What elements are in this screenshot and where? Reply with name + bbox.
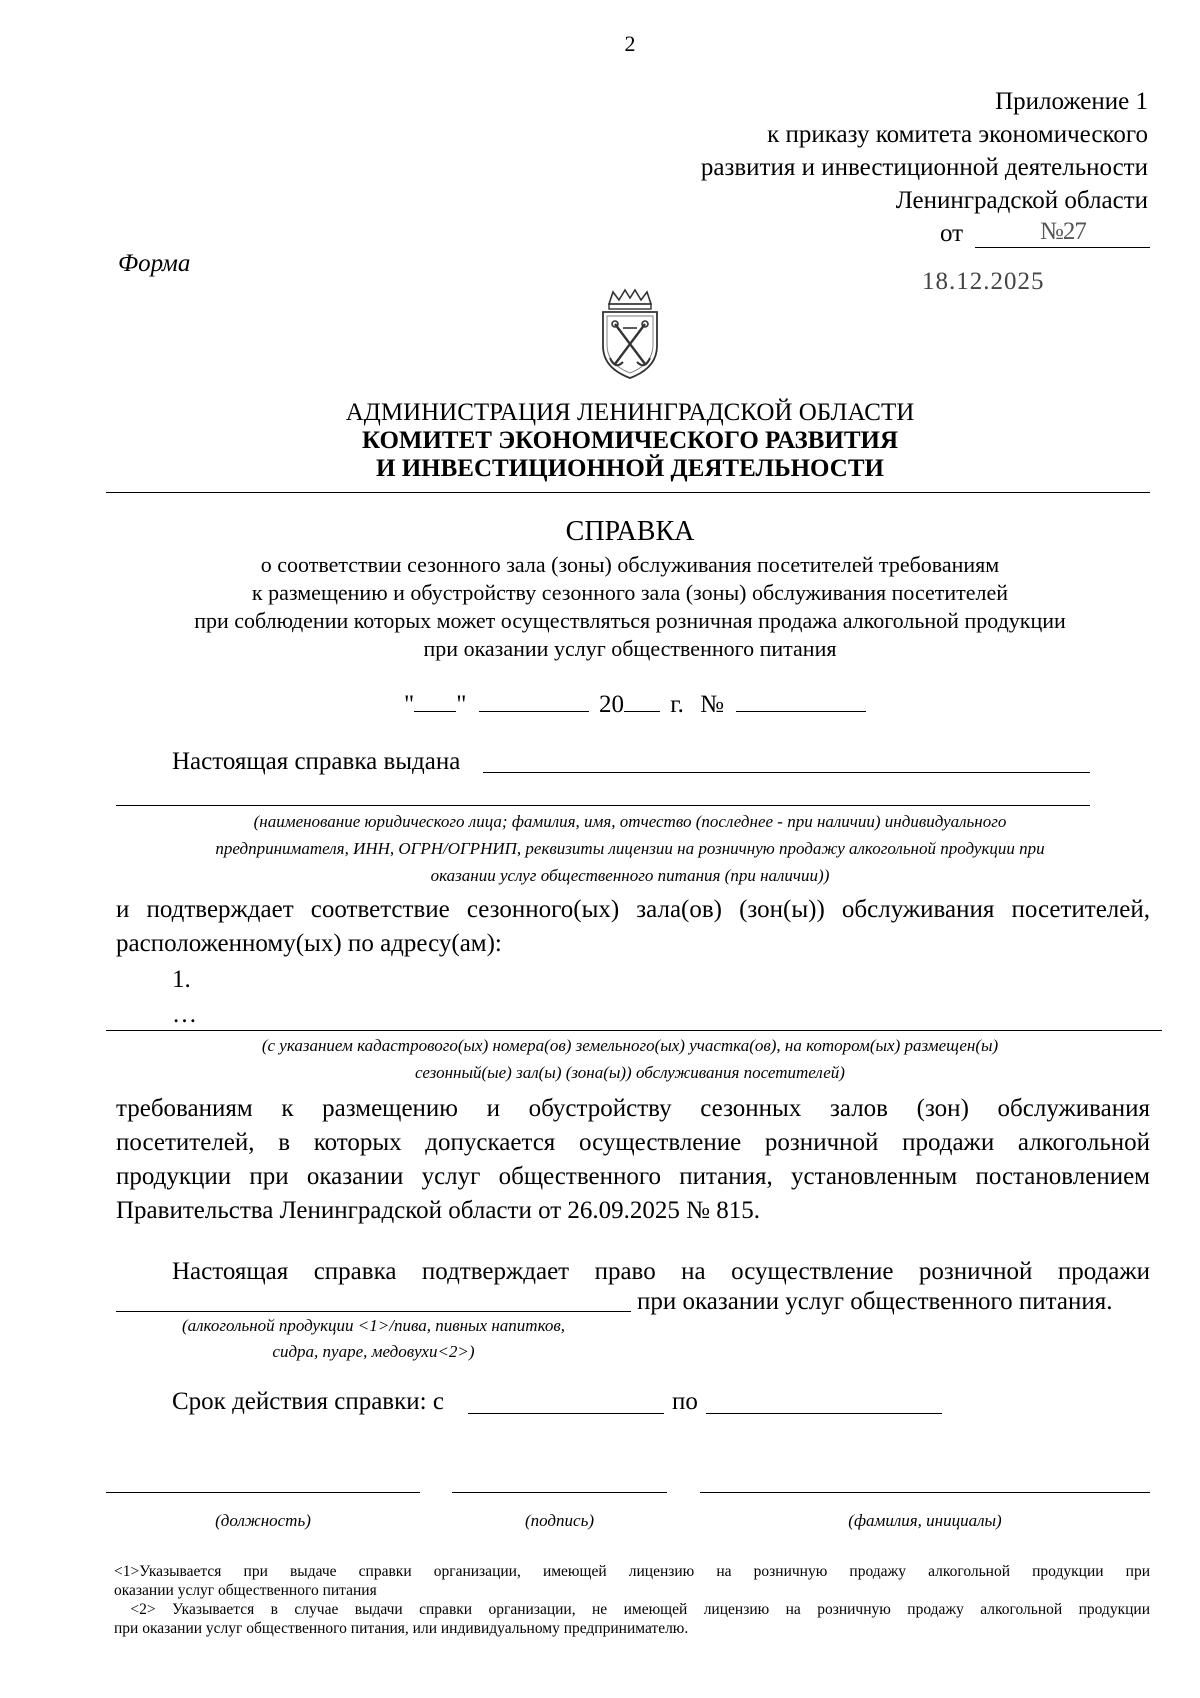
confirms-line1: и подтверждает соответствие сезонного(ых) зала(ов) (зон(ы)) обслуживания посетителей, (116, 896, 1150, 923)
form-label: Форма (118, 250, 191, 277)
number-sign: № (700, 691, 724, 718)
issued-hint-line1: (наименование юридического лица; фамилия, имя, отчество (последнее - при наличии) индивидуального (253, 812, 1007, 831)
validity-to-label: по (672, 1388, 698, 1415)
issued-hint-line2: предпринимателя, ИНН, ОГРН/ОГРНИП, реквизиты лицензии на розничную продажу алкогольной продукции при (215, 839, 1045, 858)
confirms-line2: расположенному(ых) по адресу(ам): (116, 930, 502, 957)
appendix-number: №27 (1040, 218, 1086, 245)
page-number: 2 (624, 31, 636, 56)
address-hint-line1: (с указанием кадастрового(ых) номера(ов) земельного(ых) участка(ов), на котором(ых) размещен(ы) (261, 1036, 999, 1055)
footnote-1-line2: оказании услуг общественного питания (114, 1582, 377, 1599)
header-divider (106, 492, 1150, 493)
validity-from-field[interactable] (468, 1413, 664, 1414)
subtitle-line1: о соответствии сезонного зала (зоны) обслуживания посетителей требованиям (260, 552, 1000, 577)
right-hint-line2: сидра, пуаре, медовухи<2>) (272, 1342, 475, 1361)
issued-hint-line3: оказании услуг общественного питания (при наличии)) (430, 866, 830, 885)
appendix-from (940, 217, 963, 251)
day-field[interactable] (414, 689, 456, 712)
right-line2: при оказании услуг общественного питания. (637, 1288, 1113, 1315)
requirements-line4: Правительства Ленинградской области от 26.09.2025 № 815. (116, 1197, 761, 1224)
right-line1: Настоящая справка подтверждает право на осуществление розничной продажи (172, 1258, 1150, 1285)
signature-sign-line[interactable] (452, 1492, 667, 1493)
footnote-2-line2: при оказании услуг общественного питания, или индивидуальному предпринимателю. (114, 1620, 689, 1637)
requirements-line1: требованиям к размещению и обустройству сезонных залов (зон) обслуживания (116, 1095, 1150, 1122)
quote-close: " (456, 691, 467, 718)
signature-position-line[interactable] (106, 1492, 420, 1493)
signature-position-label: (должность) (215, 1511, 311, 1530)
address-field-line[interactable] (106, 1030, 1162, 1031)
appendix-line2: к приказу комитета экономического (767, 121, 1148, 148)
footnote-2-line1: <2> Указывается в случае выдачи справки организации, не имеющей лицензию на розничную продажу алкогольной продукции (114, 1601, 1150, 1618)
org-line2: КОМИТЕТ ЭКОНОМИЧЕСКОГО РАЗВИТИЯ (361, 427, 899, 454)
issued-label: Настоящая справка выдана (172, 748, 461, 775)
appendix-from-label: от (940, 220, 964, 247)
footnote-1-line1: <1>Указывается при выдаче справки организации, имеющей лицензию на розничную продажу алкогольной продукции при (114, 1563, 1150, 1580)
validity-label: Срок действия справки: с (172, 1388, 444, 1415)
appendix-line1: Приложение 1 (995, 88, 1148, 115)
subtitle-line3: при соблюдении которых может осуществляться розничная продажа алкогольной продукции (194, 608, 1066, 633)
appendix-line3: развития и инвестиционной деятельности (700, 154, 1148, 181)
org-line1: АДМИНИСТРАЦИЯ ЛЕНИНГРАДСКОЙ ОБЛАСТИ (345, 399, 915, 426)
certificate-number-field[interactable] (736, 689, 866, 712)
subtitle-line4: при оказании услуг общественного питания (423, 636, 837, 661)
appendix-date: 18.12.2025 (922, 268, 1045, 295)
validity-to-field[interactable] (706, 1413, 942, 1414)
year-suffix: г. (670, 691, 684, 718)
right-hint-line1: (алкогольной продукции <1>/пива, пивных напитков, (181, 1316, 565, 1335)
issued-field-line2[interactable] (116, 805, 1090, 806)
year-prefix: 20 (598, 691, 624, 718)
signature-name-label: (фамилия, инициалы) (848, 1511, 1002, 1530)
appendix-line4: Ленинградской области (895, 187, 1148, 214)
address-more: … (172, 1001, 197, 1028)
requirements-line2: посетителей, в которых допускается осуществление розничной продажи алкогольной (116, 1129, 1150, 1156)
coat-of-arms-icon (595, 288, 665, 380)
issued-field-line1[interactable] (483, 772, 1090, 773)
signature-name-line[interactable] (700, 1492, 1150, 1493)
document-title: СПРАВКА (565, 516, 695, 547)
signature-sign-label: (подпись) (525, 1511, 594, 1530)
org-line3: И ИНВЕСТИЦИОННОЙ ДЕЯТЕЛЬНОСТИ (376, 455, 884, 482)
address-hint-line2: сезонный(ые) зал(ы) (зона(ы)) обслуживания посетителей) (415, 1063, 845, 1082)
product-type-field[interactable] (116, 1311, 631, 1312)
month-field[interactable] (479, 689, 589, 712)
requirements-line3: продукции при оказании услуг общественного питания, установленным постановлением (116, 1163, 1150, 1190)
subtitle-line2: к размещению и обустройству сезонного зала (зоны) обслуживания посетителей (251, 580, 1009, 605)
year-field[interactable] (624, 689, 660, 712)
quote-open: " (404, 691, 415, 718)
address-item-1: 1. (172, 966, 191, 993)
date-number-line (404, 688, 866, 722)
